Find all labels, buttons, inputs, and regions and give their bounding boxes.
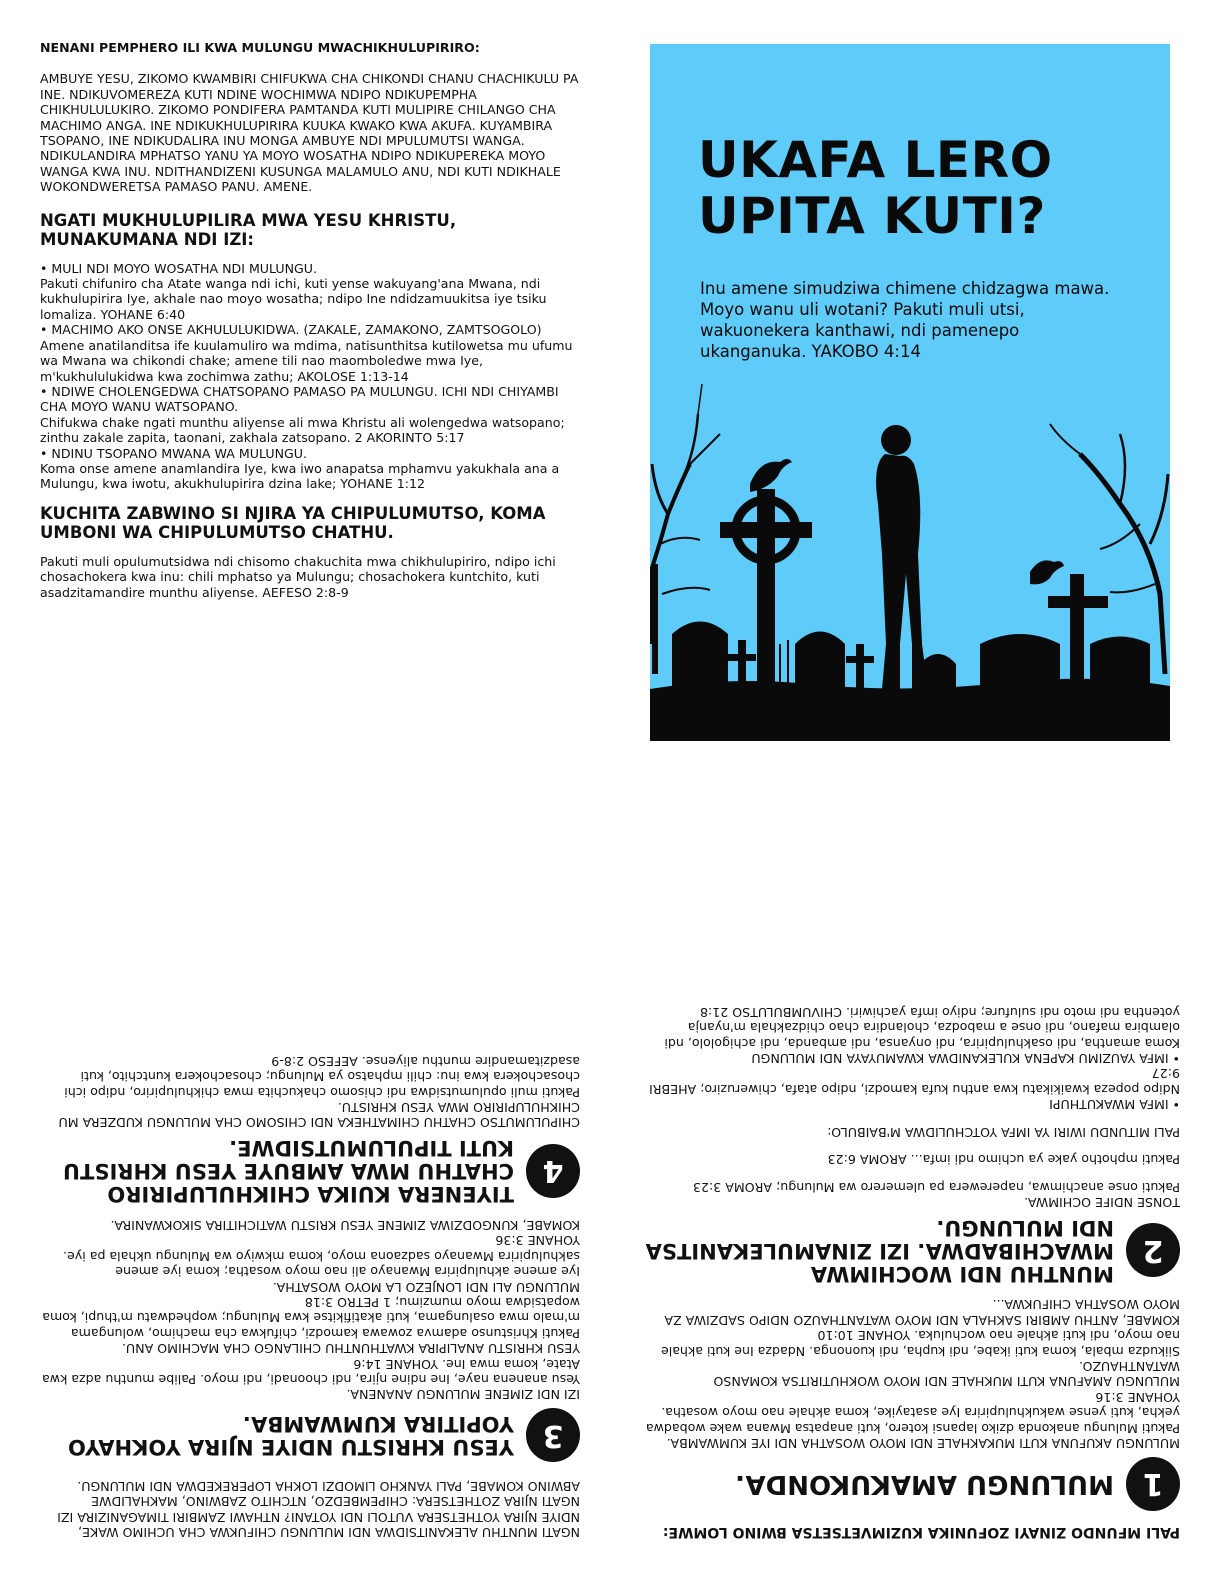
assurance-item-title: • MACHIMO AKO ONSE AKHULULUKIDWA. (ZAKALE, ZAMAKONO, ZAMTSOGOLO) [40, 322, 542, 338]
prayer-heading: NENANI PEMPHERO ILI KWA MULUNGU MWACHIKHULUPIRIRO: [40, 40, 480, 55]
step-subheading: CHIPULUMUTSO CHATHU CHIMATHEKA NDI CHISOMO CHA MULUNGU KUDZERA MU CHIKHULUPIRIRO MWA YESU KHRISTU. [58, 1100, 580, 1131]
br-intro: PALI MFUNDO ZINAYI ZOFUNIKA KUZIMVETSETSA BWINO LOMWE: [662, 1524, 1180, 1540]
assurance-item-body: Chifukwa chake ngati munthu aliyense ali mwa Khristu ali wolengedwa watsopano; zinthu zakale zapita, taonani, zakhala zatsopano. 2 AKORINTO 5:17 [40, 414, 565, 446]
assurance-heading: NGATI MUKHULUPILIRA MWA YESU KHRISTU, MUNAKUMANA NDI IZI: [40, 210, 457, 249]
step-2-header [640, 1216, 1180, 1285]
bl-intro: NGATI MUNTHU ALEKANITSIDWA NDI MULUNGU CHIFUKWA CHA UCHIMO WAKE, NDIYE NJIRA YOTHETSERA VUTOLI NDI YOTANI? NTHAWI ZAMBIRI TIMAGANIZIRA IZI NGATI NJIRA ZOTHETSERA: CHIPEMBEDZO, NTCHITO ZABWINO, MAKHALIDWE ABWINO KOMABE, PALI YANKHO LIMODZI LOKHA LOPEREKEDWA NDI MULUNGU. [57, 1478, 580, 1540]
step-4-header [40, 1137, 580, 1206]
cover-title-line1: UKAFA LERO [698, 131, 1053, 189]
step-1-header [640, 1457, 1180, 1511]
step-subheading: KOMABE, ANTHU AMBIRI SAKHALA NDI MOYO WATANTHAUZO NDIPO SADZIWA ZA MOYO WOSATHA CHIFUKWA... [664, 1297, 1180, 1328]
graveyard-silhouette-image [650, 344, 1170, 741]
cover-panel [650, 44, 1170, 741]
step-number-badge: 2 [1126, 1223, 1180, 1277]
prayer-panel [40, 40, 580, 770]
step-body: Yesu ananena naye, Ine ndine njira, ndi choonadi, ndi moyo. Palibe munthu adza kwa Atate, koma mwa Ine. YOHANE 14:6 [42, 1356, 580, 1387]
step-subheading: • IMFA YAUZIMU KAPENA KULEKANIDWA KWAMUYAYA NDI MULUNGU [751, 1051, 1180, 1067]
step-1-title: MULUNGU AMAKUKONDA. [735, 1469, 1114, 1500]
cover-subtitle: Inu amene simudziwa chimene chidzagwa mawa. Moyo wanu uli wotani? Pakuti muli utsi, wakuonekera kanthawi, ndi pamenepo ukanganuka. YAKOBO 4:14 [700, 279, 1110, 361]
prayer-body: AMBUYE YESU, ZIKOMO KWAMBIRI CHIFUKWA CHA CHIKONDI CHANU CHACHIKULU PA INE. NDIKUVOMEREZA KUTI NDINE WOCHIMWA NDIPO NDIKUPEMPHA CHIKHULULUKIRO. ZIKOMO PONDIFERA PAMTANDA KUTI MULIPIRE CHILANGO CHA MACHIMO ANGA. INE NDIKUKHULUPIRIRA KUUKA KWAKO KWA AKUFA. KUYAMBIRA TSOPANO, INE NDIKUDALIRA INU MONGA AMBUYE NDI MPULUMUTSI WANGA. NDIKULANDIRA MPHATSO YANU YA MOYO WOSATHA NDIPO NDIKUPEREKA MOYO WANGA KWA INU. NDITHANDIZENI KUSUNGA MALAMULO ANU, NDI KUTI NDIKHALE WOKONDWERETSA PAMASO PANU. AMENE. [40, 71, 579, 195]
step-subheading: IZI NDI ZIMENE MULUNGU ANANENA. [346, 1387, 580, 1403]
step-subheading: • IMFA MWAKUTHUPI [1049, 1097, 1180, 1113]
assurance-item-body: Koma onse amene anamlandira Iye, kwa iwo anapatsa mphamvu yakukhala ana a Mulungu, kwa iwotu, akukhulupirira dzina lake; YOHANE 1:12 [40, 460, 560, 492]
works-body: Pakuti muli opulumutsidwa ndi chisomo chakuchita mwa chikhulupiriro, ndipo ichi chosachokera kwa inu: chili mphatso ya Mulungu; chosachokera kuntchito, kuti asadzitamandire munthu aliyense. AEFESO 2:8-9 [40, 553, 556, 600]
cover-title [698, 132, 1158, 244]
works-heading: KUCHITA ZABWINO SI NJIRA YA CHIPULUMUTSO, KOMA UMBONI WA CHIPULUMUTSO CHATHU. [40, 503, 546, 542]
step-subheading: PALI MITUNDU IWIRI YA IMFA YOTCHULIDWA M'BAIBULO: [827, 1124, 1180, 1140]
step-body: Pakuti muli opulumutsidwa ndi chisomo chakuchita mwa chikhulupiriro, ndipo ichi chosachokera kwa inu: chili mphatso ya Mulungu; chosachokera kuntchito, kuti asadzitamandire munthu aliyense. AEFESO 2:8-9 [64, 1053, 580, 1100]
step-subheading: MULUNGU AKUFUNA KUTI MUKAKHALE NDI MOYO WOSATHA NDI IYE KUMWAMBA. [666, 1436, 1180, 1451]
step-body: Pakuti onse anachimwa, naperewera pa ulemerero wa Mulungu; AROMA 3:23 [692, 1179, 1180, 1195]
assurance-item-title: • NDIWE CHOLENGEDWA CHATSOPANO PAMASO PA MULUNGU. ICHI NDI CHIYAMBI CHA MOYO WANU WATSOPANO. [40, 383, 559, 415]
step-2-title: MUNTHU NDI WOCHIMWA MWACHIBADWA. IZI ZINAMULEKANITSA NDI MULUNGU. [645, 1215, 1114, 1286]
step-number-badge: 3 [526, 1408, 580, 1462]
step-body: Ndipo popeza kwaikikatu kwa anthu kufa kamodzi, ndipo atafa, chiweruziro; AHEBRI 9:27 [649, 1066, 1180, 1097]
step-subheading: KOMABE, KUNGODZIWA ZIMENE YESU KRISTU WATICHITIRA SIKOKWANIRA. [110, 1217, 580, 1233]
assurance-item-body: Pakuti chifuniro cha Atate wanga ndi ichi, kuti yense wakuyang'ana Mwana, ndi kukhulupirira Iye, akhale nao moyo wosatha; ndipo Ine ndidzamuukitsa iye tsiku lomaliza. YOHANE 6:40 [40, 276, 547, 322]
step-subheading: YESU KHRISTU ANALIPIRA KWATHUNTHU CHILANGO CHA MACHIMO ANU. [121, 1341, 580, 1357]
step-body: Siikudza mbala, koma kuti ikabe, ndi kupha, ndi kuononga. Ndadza Ine kuti akhale nao moyo, ndi kuti akhale nao wochuluka. YOHANE 10:10 [660, 1328, 1180, 1359]
steps-1-2-panel [640, 800, 1180, 1540]
step-body: Iye amene akhulupirira Mwanayo ali nao moyo wosatha; koma iye amene sakhulupirira Mwanayo sadzaona moyo, koma mkwiyo wa Mulungu ukhala pa iye. YOHANE 3:36 [63, 1233, 580, 1280]
step-body: Pakuti Mulungu anakonda dziko lapansi kotero, kuti anapatsa Mwana wake wobadwa yekha, kuti yense wakukhulupirira Iye asatayike, koma akhale nao moyo wosatha. YOHANE 3:16 [645, 1389, 1180, 1436]
step-number-badge: 4 [526, 1144, 580, 1198]
step-body: Pakuti mphotho yake ya uchimo ndi imfa... AROMA 6:23 [827, 1152, 1180, 1168]
assurance-item-title: • NDINU TSOPANO MWANA WA MULUNGU. [40, 445, 308, 461]
step-subheading: TONSE NDIFE OCHIMWA. [1024, 1194, 1180, 1210]
cover-title-line2: UPITA KUTI? [698, 187, 1046, 245]
step-body: Koma amantha, ndi osakhulupirira, ndi onyansa, ndi ambanda, ndi achigololo, ndi olambira mafano, ndi onse a mabodza, cholandira chao chidzakhala m'nyanja yotentha ndi moto ndi sulufure; ndiyo imfa yachiwiri. CHIVUMBULUTSO 21:8 [664, 1004, 1180, 1051]
step-3-header [40, 1408, 580, 1462]
steps-3-4-panel [40, 800, 580, 1540]
step-subheading: MULUNGU AMAFUNA KUTI MUKHALE NDI MOYO WOKHUTIRITSA KOMANSO WATANTHAUZO. [713, 1358, 1180, 1390]
step-4-title: TIYENERA KUIKA CHIKHULUPIRIRO CHATHU MWA AMBUYE YESU KHRISTU KUTI TIPULUMUTSIDWE. [63, 1136, 514, 1207]
step-body: Pakuti Khristunso adamva zowawa kamodzi, chifukwa cha machimo, wolungama m'malo mwa osalungama, kuti akatifikitse kwa Mulungu; wophedwatu m'thupi, koma wopatsidwa moyo mumzimu; 1 PETRO 3:18 [42, 1294, 580, 1341]
assurance-item-body: Amene anatilanditsa ife kuulamuliro wa mdima, natisunthitsa kutilowetsa mu ufumu wa Mwana wa chikondi chake; amene tili nao maomboledwe mwa Iye, m'kukhululukidwa kwa zochimwa zathu; AKOLOSE 1:13-14 [40, 337, 573, 384]
assurance-item-title: • MULI NDI MOYO WOSATHA NDI MULUNGU. [40, 260, 318, 276]
step-number-badge: 1 [1126, 1457, 1180, 1511]
step-subheading: MULUNGU ALI NDI LONJEZO LA MOYO WOSATHA. [272, 1279, 580, 1295]
step-3-title: YESU KHRISTU NDIYE NJIRA YOKHAYO YOPITIRA KUMWAMBA. [67, 1412, 514, 1460]
